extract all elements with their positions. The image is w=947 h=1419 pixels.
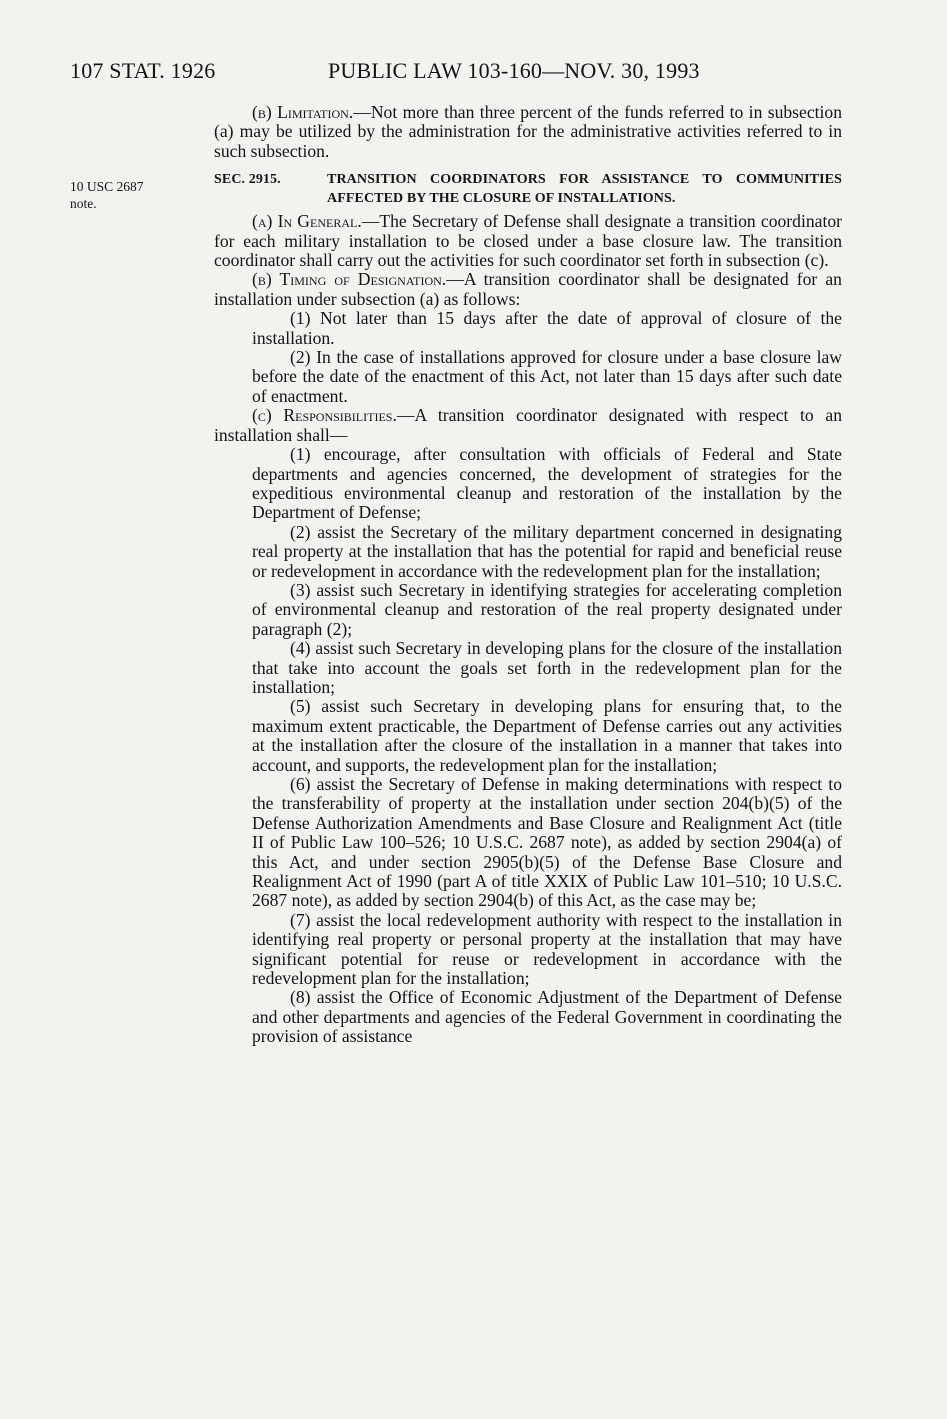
subsection-b-item [214,348,842,406]
subsection-c-item [214,775,842,911]
subsection-b [214,270,842,309]
margin-note-suffix: note. [70,196,97,211]
subsection-b-item-1: (1) Not later than 15 days after the date of approval of closure of the installation. [252,308,842,348]
subsection-c-item [214,445,842,523]
statute-page-number: 107 STAT. 1926 [70,58,216,83]
subsection-b-heading: (b) Timing of Designation. [252,269,447,290]
document-body [214,103,842,1047]
subsection-c-item-3: (3) assist such Secretary in identifying strategies for accelerating completion of environmental cleanup and restoration of the real property designated under paragraph (2); [252,579,842,639]
section-title: TRANSITION COORDINATORS FOR ASSISTANCE TO COMMUNITIES AFFECTED BY THE CLOSURE OF INSTALLATIONS. [327,172,842,207]
subsection-c-item-1: (1) encourage, after consultation with officials of Federal and State departments and agencies concerned, the development of strategies for the expeditious environmental cleanup and restoration of the installation by the Department of Defense; [252,444,842,523]
margin-note [70,178,144,212]
section-label: SEC. 2915. [214,172,281,188]
subsection-a-text: —The Secretary of Defense shall designate a transition coordinator for each military installation to be closed under a base closure law. The transition coordinator shall carry out the activities for such coordinator set forth in subsection (c). [214,211,842,271]
subsection-a [214,212,842,270]
running-head: PUBLIC LAW 103-160—NOV. 30, 1993 [328,58,700,83]
subsection-c-item-6: (6) assist the Secretary of Defense in making determinations with respect to the transferability of property at the installation under section 204(b)(5) of the Defense Authorization Amendments and Base Closure and Realignment Act (title II of Public Law 100–526; 10 U.S.C. 2687 note), as added by section 2904(a) of this Act, and under section 2905(b)(5) of the Defense Base Closure and Realignment Act of 1990 (part A of title XXIX of Public Law 101–510; 10 U.S.C. 2687 note), as added by section 2904(b) of this Act, as the case may be; [252,774,842,911]
subsection-c [214,406,842,445]
subsection-c-item [214,581,842,639]
subsection-c-heading: (c) Responsibilities. [252,405,397,426]
subsection-c-item-2: (2) assist the Secretary of the military department concerned in designating real property at the installation that has the potential for rapid and beneficial reuse or redevelopment in accordance with the redevelopment plan for the installation; [252,521,842,581]
subsection-c-item [214,639,842,697]
margin-note-citation: 10 USC 2687 [70,179,144,194]
subsection-a-heading: (a) In General. [252,211,362,232]
subsection-c-text: —A transition coordinator designated with respect to an installation shall— [214,405,843,445]
section-heading [214,170,842,208]
subsection-c-item-4: (4) assist such Secretary in developing plans for the closure of the installation that take into account the goals set forth in the redevelopment plan for the installation; [252,638,842,697]
subsection-c-item [214,911,842,989]
subsection-c-item [214,697,842,775]
subsection-c-item-5: (5) assist such Secretary in developing plans for ensuring that, to the maximum extent practicable, the Department of Defense carries out any activities at the installation after the closure of the installation in a manner that takes into account, and supports, the redevelopment plan for the installation; [252,696,842,775]
subsection-c-item [214,988,842,1046]
subsection-c-item-7: (7) assist the local redevelopment authority with respect to the installation in identifying real property or personal property at the installation that may have significant potential for reuse or redevelopment in accordance with the redevelopment plan for the installation; [252,909,842,989]
subsection-b-text: —A transition coordinator shall be designated for an installation under subsection (a) as follows: [214,269,842,309]
limitation-paragraph [214,103,842,161]
subsection-c-item-8: (8) assist the Office of Economic Adjustment of the Department of Defense and other departments and agencies of the Federal Government in coordinating the provision of assistance [252,987,842,1047]
subsection-c-item [214,523,842,581]
subsection-b-item [214,309,842,348]
subsection-b-item-2: (2) In the case of installations approved for closure under a base closure law before the date of the enactment of this Act, not later than 15 days after such date of enactment. [252,347,842,406]
limitation-heading: (b) Limitation. [252,102,354,122]
limitation-text: —Not more than three percent of the funds referred to in subsection (a) may be utilized by the administration for the administrative activities referred to in such subsection. [214,102,842,161]
